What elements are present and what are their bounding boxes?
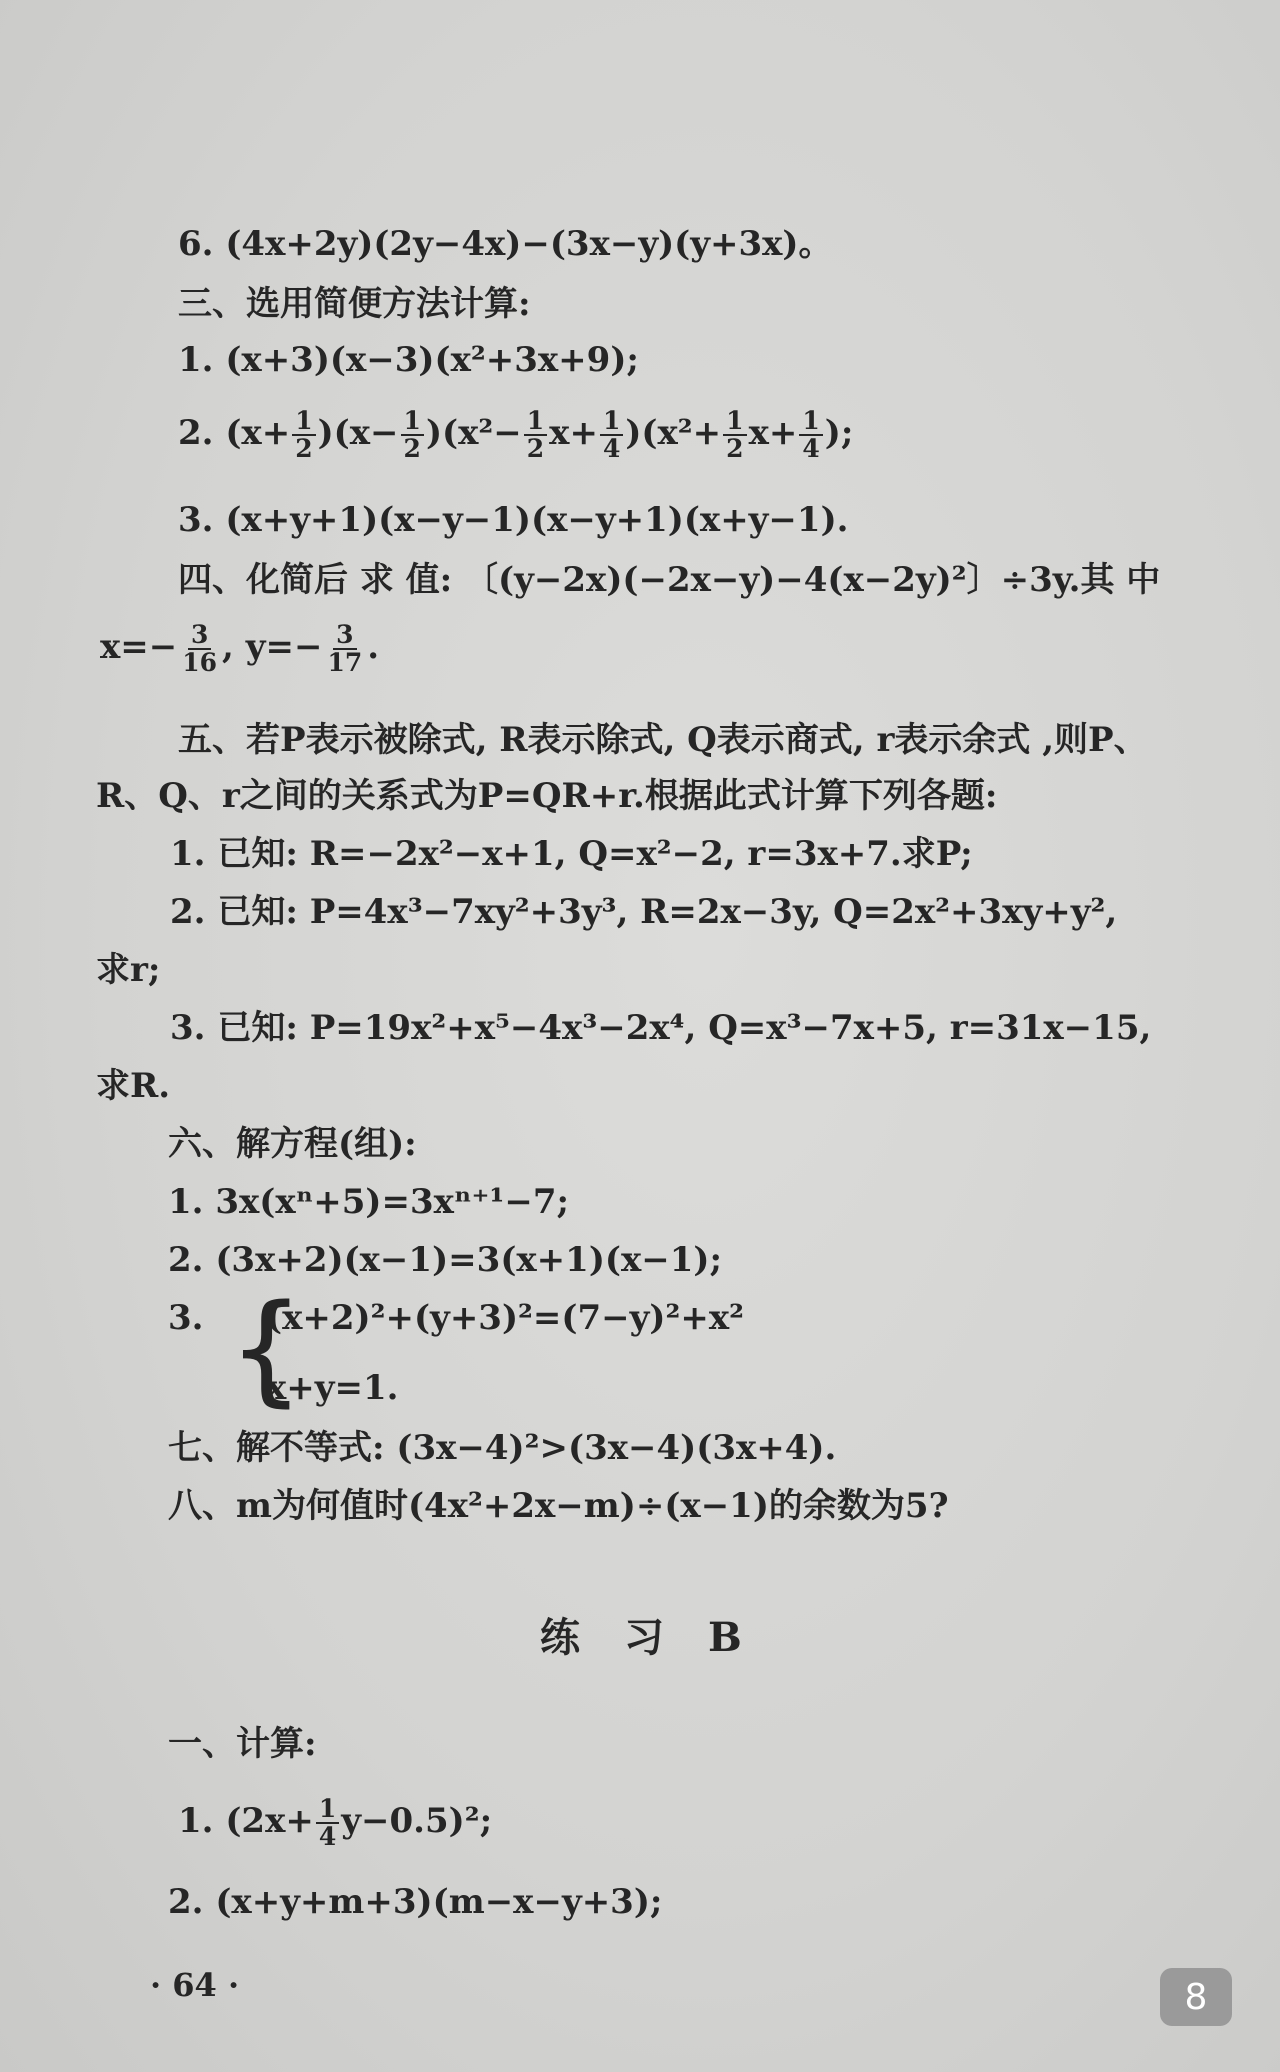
problem-5-3-cont: 求R. <box>96 1066 171 1106</box>
section-5-line-2: R、Q、r之间的关系式为P=QR+r.根据此式计算下列各题: <box>96 776 998 816</box>
problem-2-6: 6. (4x+2y)(2y−4x)−(3x−y)(y+3x)。 <box>178 224 833 264</box>
problem-6-3-number: 3. <box>168 1298 204 1338</box>
brace-icon: { <box>228 1280 305 1419</box>
section-4-values: x=− $\frac{3}{16}$ , y=− $\frac{3}{17}$ . <box>100 620 380 677</box>
problem-b-1-1: 1. (2x+ $\frac{1}{4}$ y−0.5)²; <box>178 1794 493 1851</box>
section-8: 八、m为何值时(4x²+2x−m)÷(x−1)的余数为5? <box>168 1486 949 1526</box>
exercise-b-heading: 练习B <box>540 1614 786 1661</box>
problem-5-2: 2. 已知: P=4x³−7xy²+3y³, R=2x−3y, Q=2x²+3xy+y², <box>170 892 1118 932</box>
problem-5-1: 1. 已知: R=−2x²−x+1, Q=x²−2, r=3x+7.求P; <box>170 834 973 874</box>
section-3-title: 三、选用简便方法计算: <box>178 284 531 324</box>
fraction-x-value: $\frac{3}{16}$ <box>182 620 218 677</box>
problem-5-3: 3. 已知: P=19x²+x⁵−4x³−2x⁴, Q=x³−7x+5, r=31x−15, <box>170 1008 1152 1048</box>
fraction-y-value: $\frac{3}{17}$ <box>327 620 363 677</box>
problem-5-2-cont: 求r; <box>96 950 161 990</box>
fraction-quarter: $\frac{1}{4}$ <box>799 408 822 462</box>
problem-3-3: 3. (x+y+1)(x−y−1)(x−y+1)(x+y−1). <box>178 500 849 540</box>
fraction-quarter: $\frac{1}{4}$ <box>600 408 623 462</box>
problem-6-3-eq1: (x+2)²+(y+3)²=(7−y)²+x² <box>266 1298 745 1338</box>
problem-6-1: 1. 3x(xⁿ+5)=3xⁿ⁺¹−7; <box>168 1182 570 1222</box>
b-section-1-title: 一、计算: <box>168 1724 317 1764</box>
problem-6-3-eq2: x+y=1. <box>266 1368 399 1408</box>
section-6-title: 六、解方程(组): <box>168 1124 417 1164</box>
section-7: 七、解不等式: (3x−4)²>(3x−4)(3x+4). <box>168 1428 837 1468</box>
section-4-title: 四、化简后 求 值: 〔(y−2x)(−2x−y)−4(x−2y)²〕÷3y.其 中 <box>178 560 1161 600</box>
problem-3-1: 1. (x+3)(x−3)(x²+3x+9); <box>178 340 639 380</box>
problem-b-1-2: 2. (x+y+m+3)(m−x−y+3); <box>168 1882 663 1922</box>
problem-3-2: 2. (x+ $\frac{1}{2}$ )(x− $\frac{1}{2}$ )(x²− $\frac{1}{2}$ x+ $\frac{1}{4}$ )(x²+ $\frac{1}{2}$ x+ $\frac{1}{4}$ ); <box>178 406 854 463</box>
fraction-quarter: $\frac{1}{4}$ <box>316 1796 339 1850</box>
problem-6-2: 2. (3x+2)(x−1)=3(x+1)(x−1); <box>168 1240 723 1280</box>
fraction-half: $\frac{1}{2}$ <box>524 408 547 462</box>
fraction-half: $\frac{1}{2}$ <box>401 408 424 462</box>
fraction-half: $\frac{1}{2}$ <box>723 408 746 462</box>
page-number: · 64 · <box>150 1966 240 2004</box>
fraction-half: $\frac{1}{2}$ <box>292 408 315 462</box>
section-5-line-1: 五、若P表示被除式, R表示除式, Q表示商式, r表示余式 ,则P、 <box>178 720 1148 760</box>
page-indicator-badge[interactable]: 8 <box>1160 1968 1232 2026</box>
